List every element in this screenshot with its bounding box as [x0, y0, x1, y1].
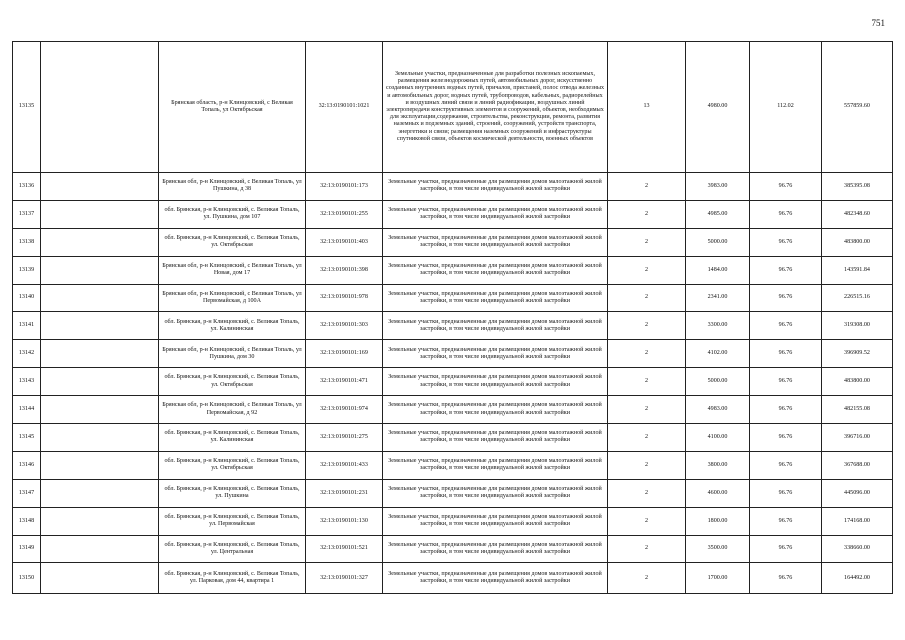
cell-group-code: 2 — [608, 312, 686, 340]
cell-land-use-purpose: Земельные участки, предназначенные для размещения домов малоэтажной жилой застройки, в том числе индивидуальной жилой застройки — [383, 340, 608, 368]
cell-address: обл. Брянская, р-н Клинцовский, с. Великая Топаль, ул. Пушкина — [159, 479, 306, 507]
cell-area: 1700.00 — [686, 563, 750, 594]
table-row — [13, 479, 893, 507]
cell-cadastral-number: 32:13:0190101:403 — [306, 228, 383, 256]
cell-cadastral-number: 32:13:0190101:130 — [306, 507, 383, 535]
cell-specific-value: 96.76 — [750, 396, 822, 424]
cell-area: 3983.00 — [686, 173, 750, 201]
cell-cadastral-number: 32:13:0190101:173 — [306, 173, 383, 201]
cell-address: обл. Брянская, р-н Клинцовский, с. Великая Топаль, ул. Центральная — [159, 535, 306, 563]
cell-cadastral-number: 32:13:0190101:521 — [306, 535, 383, 563]
cell-cadastral-number: 32:13:0190101:255 — [306, 200, 383, 228]
cell-group-code: 2 — [608, 368, 686, 396]
cell-group-code: 2 — [608, 396, 686, 424]
cell-record-number: 13137 — [13, 200, 41, 228]
cell-blank — [41, 200, 159, 228]
table-row — [13, 256, 893, 284]
cell-address: Брянская обл, р-н Клинцовский, с Великая Топаль, ул Первомайская, д 92 — [159, 396, 306, 424]
page-number: 751 — [871, 18, 885, 28]
cell-specific-value: 112.02 — [750, 42, 822, 173]
cell-address: Брянская обл, р-н Клинцовский, с Великая Топаль, ул Пушкина, д 38 — [159, 173, 306, 201]
cell-group-code: 2 — [608, 256, 686, 284]
cell-blank — [41, 424, 159, 452]
cell-cadastral-number: 32:13:0190101:471 — [306, 368, 383, 396]
cell-address: обл. Брянская, р-н Клинцовский, с. Великая Топаль, ул. Октябрьская — [159, 368, 306, 396]
table-row — [13, 563, 893, 594]
cell-specific-value: 96.76 — [750, 507, 822, 535]
cell-address: обл. Брянская, р-н Клинцовский, с. Великая Топаль, ул. Калининская — [159, 312, 306, 340]
cell-land-use-purpose: Земельные участки, предназначенные для размещения домов малоэтажной жилой застройки, в том числе индивидуальной жилой застройки — [383, 451, 608, 479]
cell-blank — [41, 479, 159, 507]
table-row — [13, 368, 893, 396]
cell-land-use-purpose: Земельные участки, предназначенные для размещения домов малоэтажной жилой застройки, в том числе индивидуальной жилой застройки — [383, 200, 608, 228]
cell-blank — [41, 173, 159, 201]
cell-cadastral-value: 396716.00 — [822, 424, 893, 452]
cell-cadastral-value: 174168.00 — [822, 507, 893, 535]
table-row — [13, 396, 893, 424]
cell-area: 4102.00 — [686, 340, 750, 368]
cell-cadastral-number: 32:13:0190101:433 — [306, 451, 383, 479]
cell-cadastral-value: 483800.00 — [822, 368, 893, 396]
cell-address: обл. Брянская, р-н Клинцовский, с. Великая Топаль, ул. Первомайская — [159, 507, 306, 535]
cell-record-number: 13141 — [13, 312, 41, 340]
cell-specific-value: 96.76 — [750, 563, 822, 594]
cell-cadastral-value: 164492.00 — [822, 563, 893, 594]
cell-record-number: 13135 — [13, 42, 41, 173]
cell-area: 4983.00 — [686, 396, 750, 424]
cell-cadastral-value: 445096.00 — [822, 479, 893, 507]
cell-land-use-purpose: Земельные участки, предназначенные для размещения домов малоэтажной жилой застройки, в том числе индивидуальной жилой застройки — [383, 479, 608, 507]
table-row — [13, 42, 893, 173]
cell-group-code: 2 — [608, 535, 686, 563]
cell-address: обл. Брянская, р-н Клинцовский, с. Великая Топаль, ул. Парковая, дом 44, квартира 1 — [159, 563, 306, 594]
cell-cadastral-value: 483800.00 — [822, 228, 893, 256]
cell-blank — [41, 396, 159, 424]
cell-address: обл. Брянская, р-н Клинцовский, с. Великая Топаль, ул. Калининская — [159, 424, 306, 452]
cell-land-use-purpose: Земельные участки, предназначенные для размещения домов малоэтажной жилой застройки, в том числе индивидуальной жилой застройки — [383, 368, 608, 396]
cell-cadastral-number: 32:13:0190101:398 — [306, 256, 383, 284]
cell-area: 3500.00 — [686, 535, 750, 563]
cell-area: 4100.00 — [686, 424, 750, 452]
cell-record-number: 13148 — [13, 507, 41, 535]
cell-group-code: 2 — [608, 479, 686, 507]
cell-land-use-purpose: Земельные участки, предназначенные для размещения домов малоэтажной жилой застройки, в том числе индивидуальной жилой застройки — [383, 284, 608, 312]
cell-group-code: 2 — [608, 451, 686, 479]
table-row — [13, 507, 893, 535]
cell-record-number: 13136 — [13, 173, 41, 201]
cell-cadastral-value: 385395.08 — [822, 173, 893, 201]
cell-specific-value: 96.76 — [750, 535, 822, 563]
cell-cadastral-value: 338660.00 — [822, 535, 893, 563]
cell-record-number: 13144 — [13, 396, 41, 424]
cell-specific-value: 96.76 — [750, 200, 822, 228]
cell-cadastral-number: 32:13:0190101:169 — [306, 340, 383, 368]
table-body — [13, 42, 893, 594]
cell-group-code: 2 — [608, 507, 686, 535]
cell-specific-value: 96.76 — [750, 340, 822, 368]
cell-specific-value: 96.76 — [750, 173, 822, 201]
cell-cadastral-value: 367688.00 — [822, 451, 893, 479]
table-row — [13, 340, 893, 368]
cell-cadastral-number: 32:13:0190101:275 — [306, 424, 383, 452]
cell-specific-value: 96.76 — [750, 256, 822, 284]
cell-cadastral-value: 143591.84 — [822, 256, 893, 284]
cell-specific-value: 96.76 — [750, 368, 822, 396]
cell-blank — [41, 535, 159, 563]
cell-address: Брянская обл, р-н Клинцовский, с Великая Топаль, ул Новая, дом 17 — [159, 256, 306, 284]
cell-record-number: 13138 — [13, 228, 41, 256]
cell-blank — [41, 312, 159, 340]
cell-blank — [41, 507, 159, 535]
cell-address: Брянская обл, р-н Клинцовский, с Великая Топаль, ул Первомайская, д 100А — [159, 284, 306, 312]
cell-group-code: 2 — [608, 424, 686, 452]
land-registry-table — [12, 41, 893, 594]
cell-cadastral-value: 319308.00 — [822, 312, 893, 340]
cell-record-number: 13140 — [13, 284, 41, 312]
table-row — [13, 451, 893, 479]
table-row — [13, 535, 893, 563]
cell-area: 4980.00 — [686, 42, 750, 173]
cell-cadastral-value: 226515.16 — [822, 284, 893, 312]
cell-land-use-purpose: Земельные участки, предназначенные для размещения домов малоэтажной жилой застройки, в том числе индивидуальной жилой застройки — [383, 173, 608, 201]
cell-area: 4600.00 — [686, 479, 750, 507]
cell-cadastral-value: 557859.60 — [822, 42, 893, 173]
cell-record-number: 13139 — [13, 256, 41, 284]
cell-blank — [41, 228, 159, 256]
cell-cadastral-number: 32:13:0190101:974 — [306, 396, 383, 424]
cell-record-number: 13150 — [13, 563, 41, 594]
cell-area: 2341.00 — [686, 284, 750, 312]
table-row — [13, 284, 893, 312]
cell-cadastral-number: 32:13:0190101:978 — [306, 284, 383, 312]
cell-area: 5000.00 — [686, 228, 750, 256]
cell-cadastral-number: 32:13:0190101:231 — [306, 479, 383, 507]
cell-record-number: 13149 — [13, 535, 41, 563]
cell-area: 4985.00 — [686, 200, 750, 228]
cell-address: обл. Брянская, р-н Клинцовский, с. Великая Топаль, ул. Октябрьская — [159, 228, 306, 256]
cell-land-use-purpose: Земельные участки, предназначенные для размещения домов малоэтажной жилой застройки, в том числе индивидуальной жилой застройки — [383, 396, 608, 424]
cell-blank — [41, 284, 159, 312]
cell-group-code: 2 — [608, 284, 686, 312]
cell-land-use-purpose: Земельные участки, предназначенные для размещения домов малоэтажной жилой застройки, в том числе индивидуальной жилой застройки — [383, 535, 608, 563]
cell-group-code: 13 — [608, 42, 686, 173]
table-row — [13, 200, 893, 228]
cell-group-code: 2 — [608, 563, 686, 594]
cell-blank — [41, 368, 159, 396]
cell-specific-value: 96.76 — [750, 479, 822, 507]
cell-blank — [41, 42, 159, 173]
cell-land-use-purpose: Земельные участки, предназначенные для разработки полезных ископаемых, размещения железнодорожных путей, автомобильных дорог, искусственно созданных внутренних водных путей, причалов, пристаней, полос отвода железных и автомобильных дорог, водных путей, трубопроводов, кабельных, радиорелейных и воздушных линий связи и линий радиофикации, воздушных линий электропередачи конструктивных элементов и сооружений, объектов, необходимых для эксплуатации,содержания, строительства, реконструкции, ремонта, развития наземных и подземных зданий, строений, сооружений, устройств транспорта, энергетики и связи; размещения наземных сооружений и инфраструктуры спутниковой связи, объектов космической деятельности, военных объектов — [383, 42, 608, 173]
cell-group-code: 2 — [608, 228, 686, 256]
cell-record-number: 13146 — [13, 451, 41, 479]
cell-cadastral-value: 482348.60 — [822, 200, 893, 228]
cell-cadastral-number: 32:13:0190101:327 — [306, 563, 383, 594]
cell-record-number: 13145 — [13, 424, 41, 452]
cell-area: 3800.00 — [686, 451, 750, 479]
cell-specific-value: 96.76 — [750, 312, 822, 340]
cell-land-use-purpose: Земельные участки, предназначенные для размещения домов малоэтажной жилой застройки, в том числе индивидуальной жилой застройки — [383, 312, 608, 340]
cell-specific-value: 96.76 — [750, 451, 822, 479]
cell-blank — [41, 451, 159, 479]
cell-group-code: 2 — [608, 340, 686, 368]
cell-blank — [41, 563, 159, 594]
cell-specific-value: 96.76 — [750, 228, 822, 256]
cell-area: 5000.00 — [686, 368, 750, 396]
cell-record-number: 13143 — [13, 368, 41, 396]
table-row — [13, 312, 893, 340]
cell-specific-value: 96.76 — [750, 284, 822, 312]
cell-area: 1484.00 — [686, 256, 750, 284]
cell-record-number: 13142 — [13, 340, 41, 368]
cell-cadastral-number: 32:13:0190101:303 — [306, 312, 383, 340]
cell-land-use-purpose: Земельные участки, предназначенные для размещения домов малоэтажной жилой застройки, в том числе индивидуальной жилой застройки — [383, 228, 608, 256]
cell-record-number: 13147 — [13, 479, 41, 507]
cell-land-use-purpose: Земельные участки, предназначенные для размещения домов малоэтажной жилой застройки, в том числе индивидуальной жилой застройки — [383, 507, 608, 535]
cell-land-use-purpose: Земельные участки, предназначенные для размещения домов малоэтажной жилой застройки, в том числе индивидуальной жилой застройки — [383, 256, 608, 284]
cell-address: Брянская обл, р-н Клинцовский, с Великая Топаль, ул Пушкина, дом 30 — [159, 340, 306, 368]
cell-area: 3300.00 — [686, 312, 750, 340]
cell-specific-value: 96.76 — [750, 424, 822, 452]
table-row — [13, 228, 893, 256]
cell-cadastral-value: 482155.08 — [822, 396, 893, 424]
table-row — [13, 424, 893, 452]
cell-blank — [41, 340, 159, 368]
cell-cadastral-number: 32:13:0190101:1021 — [306, 42, 383, 173]
cell-address: Брянская область, р-н Клинцовский, с Великая Топаль, ул Октябрьская — [159, 42, 306, 173]
cell-land-use-purpose: Земельные участки, предназначенные для размещения домов малоэтажной жилой застройки, в том числе индивидуальной жилой застройки — [383, 424, 608, 452]
cell-land-use-purpose: Земельные участки, предназначенные для размещения домов малоэтажной жилой застройки, в том числе индивидуальной жилой застройки — [383, 563, 608, 594]
cell-address: обл. Брянская, р-н Клинцовский, с. Великая Топаль, ул. Пушкина, дом 107 — [159, 200, 306, 228]
cell-area: 1800.00 — [686, 507, 750, 535]
cell-address: обл. Брянская, р-н Клинцовский, с. Великая Топаль, ул. Октябрьская — [159, 451, 306, 479]
cell-cadastral-value: 396909.52 — [822, 340, 893, 368]
table-row — [13, 173, 893, 201]
cell-blank — [41, 256, 159, 284]
cell-group-code: 2 — [608, 200, 686, 228]
cell-group-code: 2 — [608, 173, 686, 201]
